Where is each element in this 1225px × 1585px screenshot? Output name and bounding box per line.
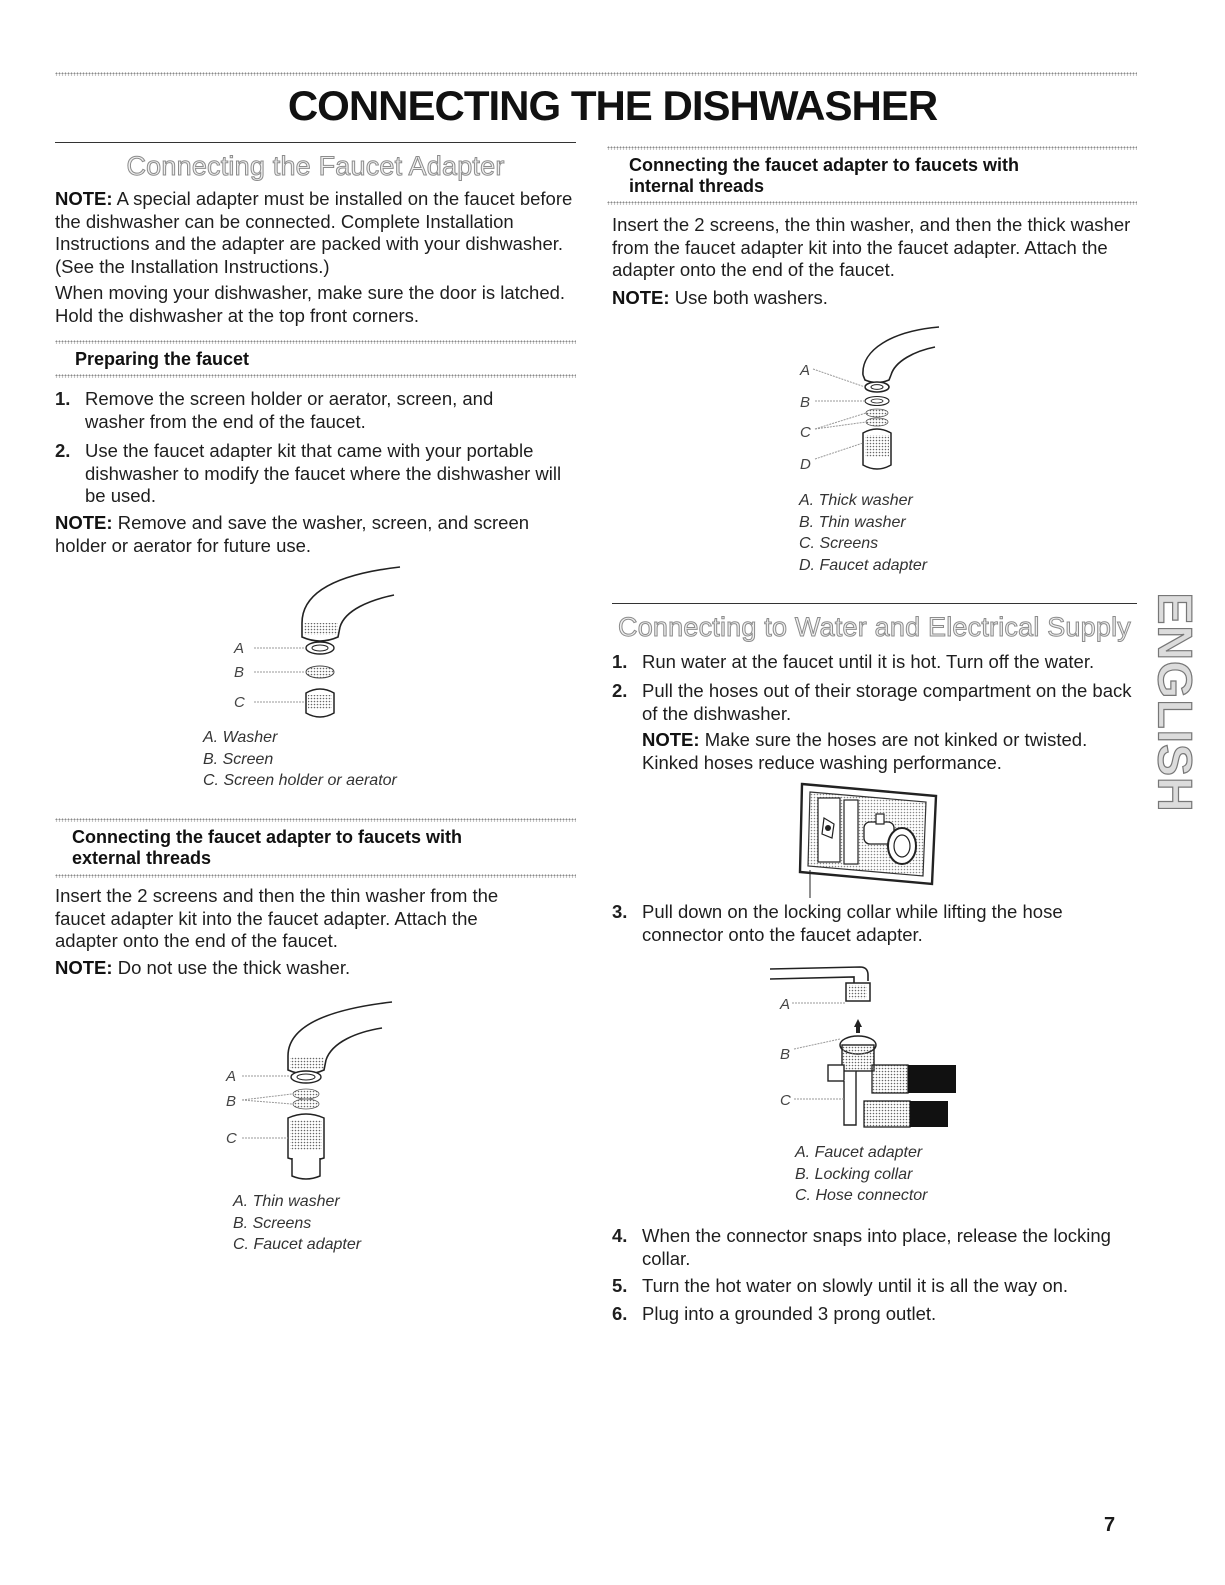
supply-step-6: 6. Plug into a grounded 3 prong outlet. [612,1303,937,1324]
fig5-letter-a: A [780,996,791,1013]
hose-connector-illustration [770,965,970,1140]
internal-threads-heading: Connecting the faucet adapter to faucets with internal threads [629,155,1020,196]
supply-step-3: 3. Pull down on the locking collar while lifting the hose connector onto the faucet adapter. [612,901,1063,945]
internal-threads-text: Insert the 2 screens, the thin washer, and then the thick washer from the faucet adapter kit into the faucet adapter. Attach the adapter onto the end of the faucet. [612,214,1131,280]
section-rule-left [55,142,576,143]
language-tab: ENGLISH [1147,591,1201,813]
faucet-parts-illustration [220,565,420,730]
note-thick-washer: NOTE: Do not use the thick washer. [55,957,351,978]
fig5-caption: A. Faucet adapter B. Locking collar C. Hose connector [795,1144,928,1204]
fig3-caption: A. Thick washer B. Thin washer C. Screens D. Faucet adapter [799,492,928,574]
fig3-letter-c: C [800,424,811,441]
note-hoses: NOTE: Make sure the hoses are not kinked or twisted. Kinked hoses reduce washing performance. [642,729,1088,773]
internal-rule-bottom [607,201,1137,205]
fig3-letter-d: D [800,456,811,473]
external-threads-illustration [222,1000,422,1190]
note-both-washers: NOTE: Use both washers. [612,287,828,308]
moving-text: When moving your dishwasher, make sure the door is latched. Hold the dishwasher at the top front corners. [55,282,566,326]
external-rule-bottom [55,874,576,878]
internal-threads-illustration [797,325,957,485]
fig1-letter-a: A [234,640,245,657]
page-number: 7 [1104,1514,1116,1536]
note-adapter: NOTE: A special adapter must be installed on the faucet before the dishwasher can be connected. Complete Installation Instructions and the adapter are packed with your dishwasher. (See the Installation Instructions.) [55,188,573,277]
fig5-letter-c: C [780,1092,791,1109]
fig1-letter-b: B [234,664,245,681]
internal-rule-top [607,146,1137,150]
external-rule-top [55,818,576,822]
fig5-letter-b: B [780,1046,791,1063]
fig3-letter-b: B [800,394,811,411]
hose-compartment-illustration [798,778,946,898]
page-title: CONNECTING THE DISHWASHER [287,82,938,129]
fig2-letter-c: C [226,1130,237,1147]
preparing-step-2: 2. Use the faucet adapter kit that came with your portable dishwasher to modify the faucet where the dishwasher will be used. [55,440,562,506]
supply-step-1: 1. Run water at the faucet until it is hot. Turn off the water. [612,651,1095,672]
section-rule-right [612,603,1137,604]
external-threads-text: Insert the 2 screens and then the thin washer from the faucet adapter kit into the faucet adapter. Attach the adapter onto the end of the faucet. [55,885,499,951]
preparing-rule-top [55,340,576,344]
external-threads-heading: Connecting the faucet adapter to faucets with external threads [72,827,463,868]
fig2-letter-a: A [226,1068,237,1085]
fig1-letter-c: C [234,694,245,711]
supply-step-2: 2. Pull the hoses out of their storage compartment on the back of the dishwasher. [612,680,1132,724]
preparing-heading: Preparing the faucet [75,349,250,369]
top-rule [55,72,1137,76]
preparing-step-1: 1. Remove the screen holder or aerator, screen, and washer from the end of the faucet. [55,388,494,432]
fig3-letter-a: A [800,362,811,379]
fig2-caption: A. Thin washer B. Screens C. Faucet adapter [233,1193,362,1253]
supply-step-5: 5. Turn the hot water on slowly until it is all the way on. [612,1275,1069,1296]
supply-step-4: 4. When the connector snaps into place, release the locking collar. [612,1225,1111,1269]
fig1-caption: A. Washer B. Screen C. Screen holder or aerator [203,729,397,789]
note-save-parts: NOTE: Remove and save the washer, screen, and screen holder or aerator for future use. [55,512,530,556]
section-title-water-electrical: Connecting to Water and Electrical Supply [618,612,1131,642]
preparing-rule-bottom [55,374,576,378]
section-title-faucet-adapter: Connecting the Faucet Adapter [126,151,505,181]
fig2-letter-b: B [226,1093,237,1110]
